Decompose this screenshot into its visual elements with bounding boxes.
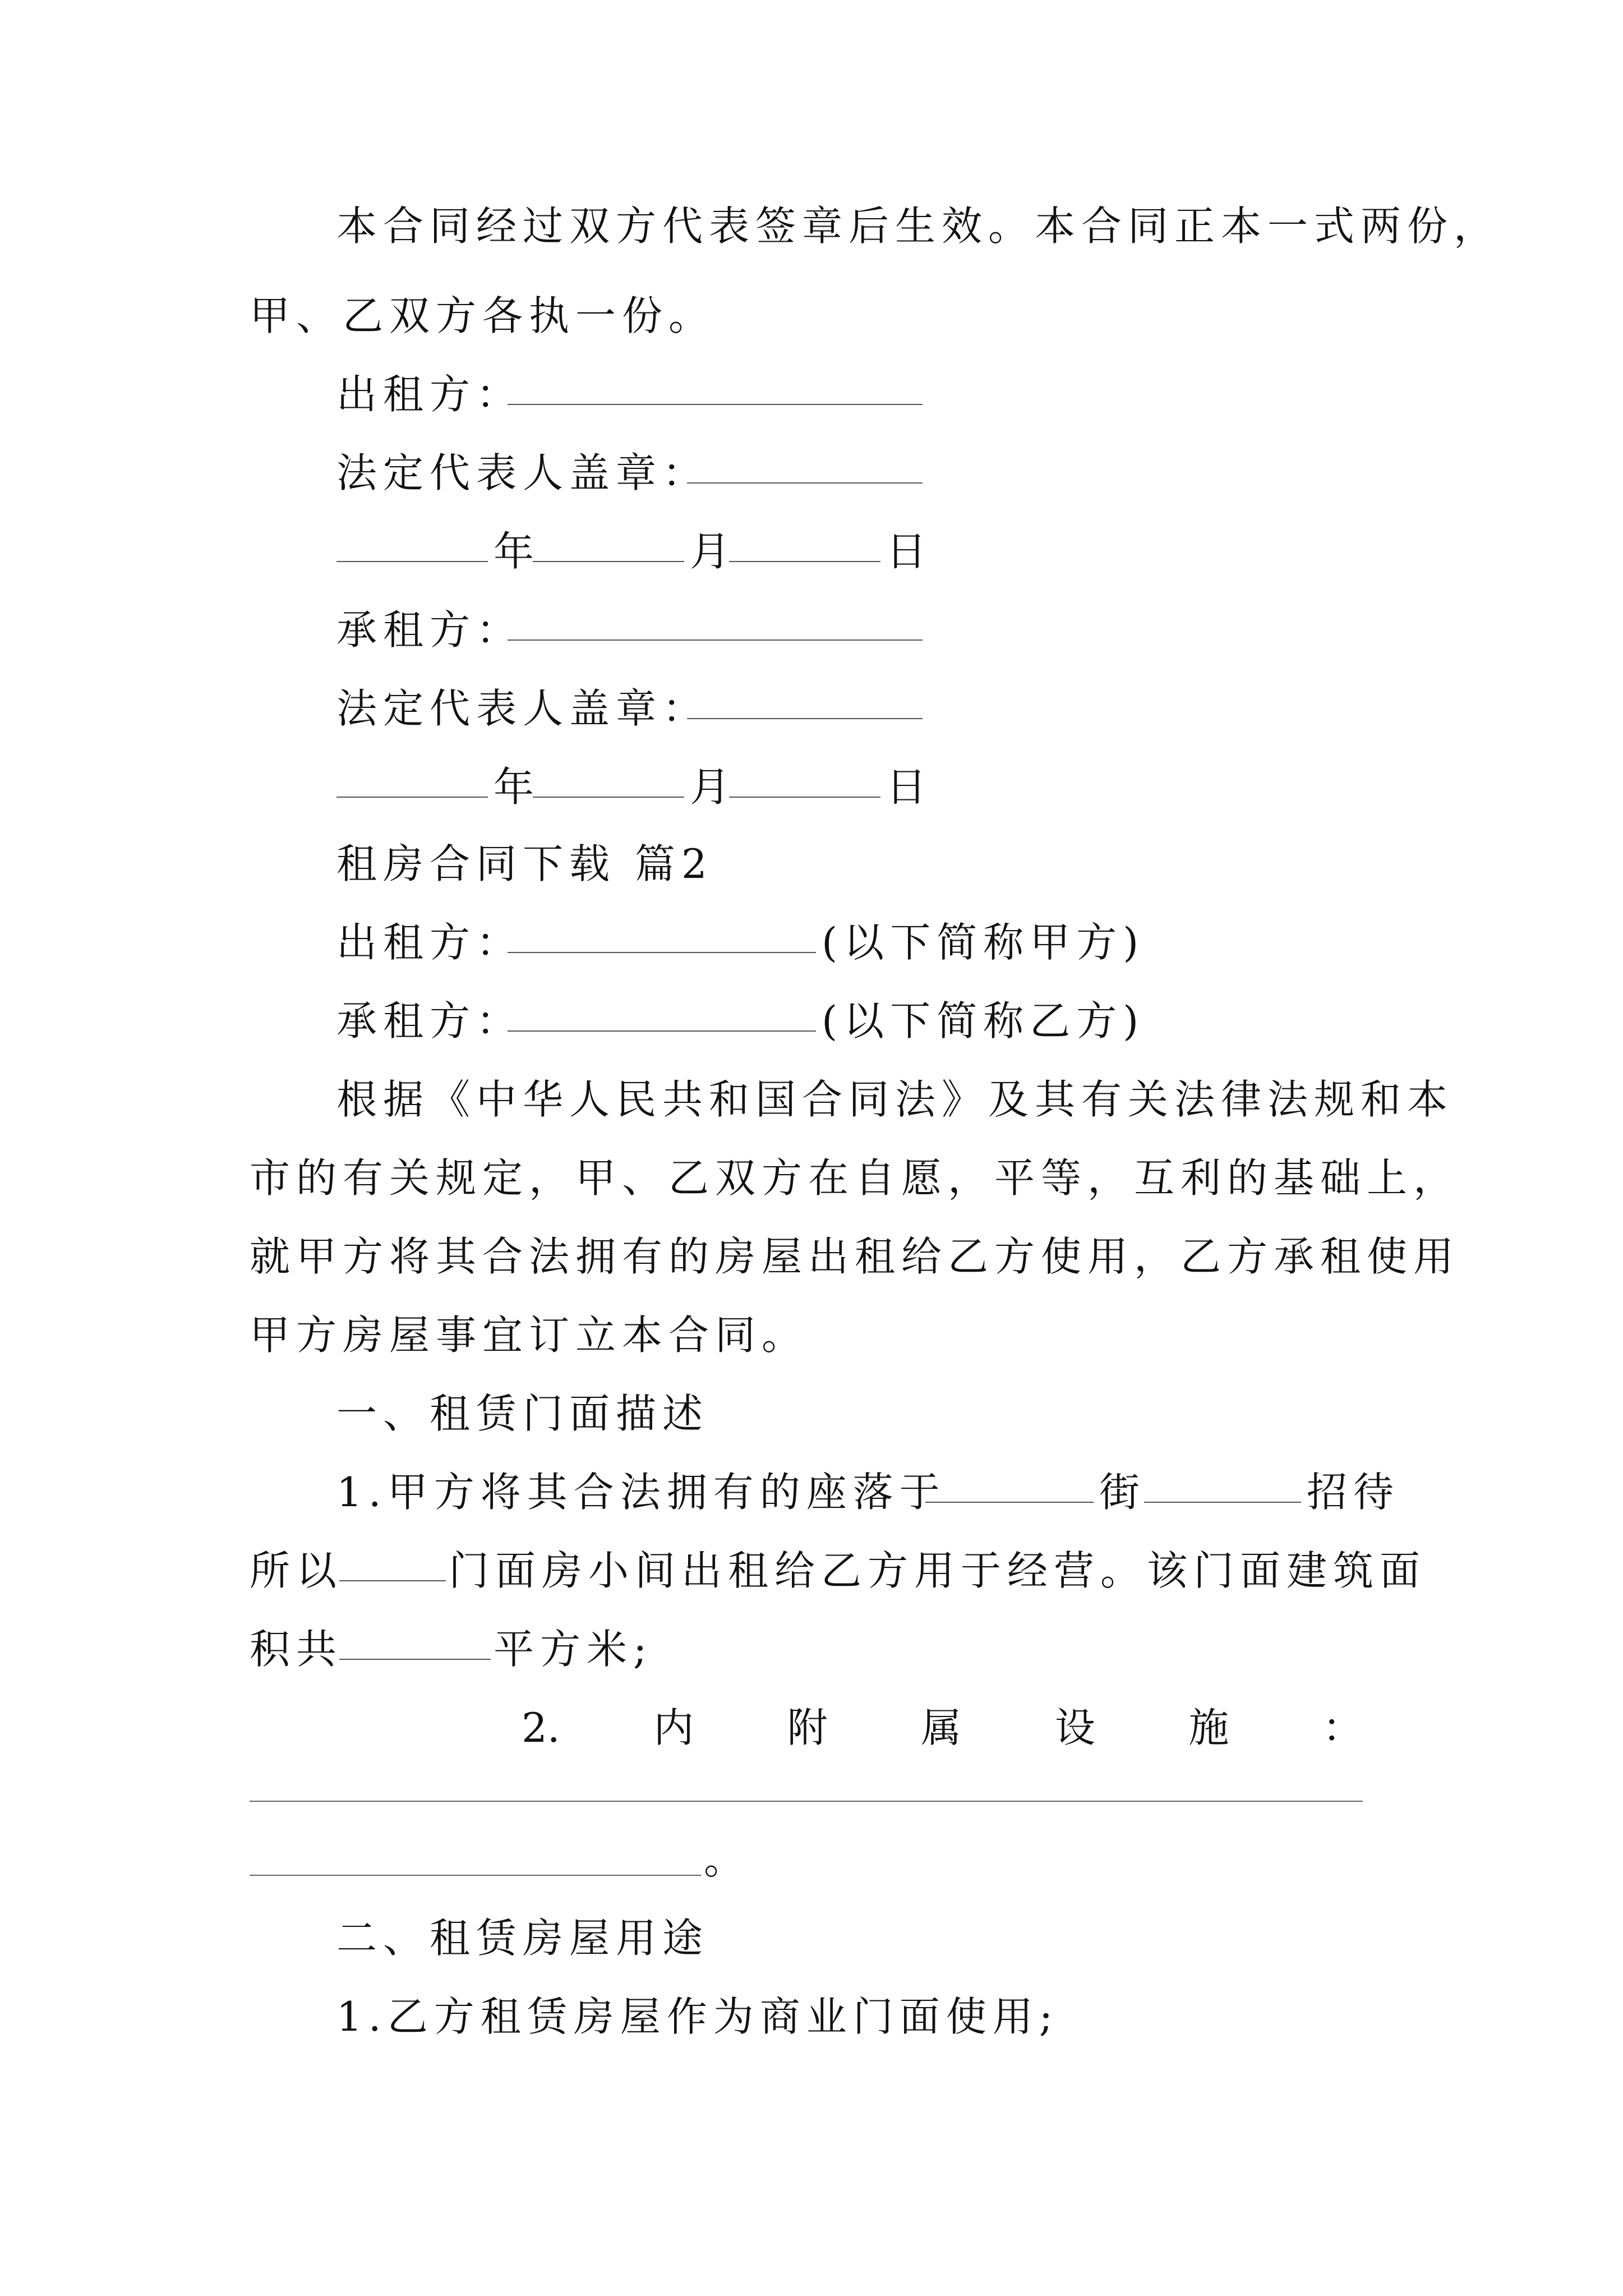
- rep-label: 法定代表人盖章：: [336, 449, 709, 496]
- section-title: [0, 839, 1623, 889]
- text: 1.甲方将其合法拥有的座落于: [336, 1469, 946, 1516]
- usage-item-1: [0, 1991, 1623, 2042]
- para-basis-line-2: [0, 1153, 1623, 1203]
- lessor-label: 出租方：: [336, 371, 523, 418]
- lessee-name-blank[interactable]: [508, 996, 816, 1032]
- lessee-blank[interactable]: [508, 605, 923, 641]
- item2-char: 施: [1188, 1704, 1229, 1751]
- lessor-line: [0, 369, 1623, 420]
- facilities-end: [0, 1834, 1623, 1885]
- location-blank[interactable]: [925, 1467, 1094, 1503]
- item2-colon: ：: [1322, 1704, 1363, 1751]
- heading-one: [0, 1388, 1623, 1439]
- item1-line-1: [0, 1467, 1623, 1517]
- lessee-line: [0, 605, 1623, 655]
- lessor-blank[interactable]: [508, 369, 923, 405]
- para-basis-line-1: [0, 1074, 1623, 1125]
- lessor-name-blank[interactable]: [508, 917, 816, 953]
- lessee-abbr-line: [0, 996, 1623, 1046]
- item2-line: [522, 1703, 1363, 1753]
- lessee-rep-blank[interactable]: [687, 683, 923, 719]
- text: 所以: [250, 1547, 343, 1594]
- text: 就甲方将其合法拥有的房屋出租给乙方使用，乙方承租使用: [250, 1233, 1460, 1280]
- text: 甲、乙双方各执一份。: [250, 292, 716, 339]
- lessee-date-line: [0, 762, 1623, 812]
- rep-label: 法定代表人盖章：: [336, 685, 709, 732]
- year-blank[interactable]: [336, 526, 488, 562]
- para-effect-line-1: [0, 201, 1623, 251]
- month-label: 月: [690, 763, 737, 811]
- text: 本合同经过双方代表签章后生效。本合同正本一式两份，: [336, 203, 1501, 250]
- section-title-text: 租房合同下载 篇2: [336, 840, 713, 887]
- month-blank[interactable]: [533, 762, 684, 798]
- item1-line-2: [0, 1545, 1623, 1596]
- area-blank[interactable]: [339, 1624, 491, 1660]
- month-label: 月: [690, 528, 737, 575]
- year-blank[interactable]: [336, 762, 488, 798]
- day-blank[interactable]: [729, 762, 880, 798]
- unit-blank[interactable]: [339, 1545, 446, 1581]
- heading-one-text: 一、租赁门面描述: [336, 1390, 709, 1437]
- lessee-label: 承租方：: [336, 997, 523, 1045]
- text: 积共: [250, 1626, 343, 1673]
- facilities-blank-line-1[interactable]: [250, 1801, 1363, 1802]
- lessee-label: 承租方：: [336, 606, 523, 654]
- year-label: 年: [494, 528, 541, 575]
- day-blank[interactable]: [729, 526, 880, 562]
- item2-char: 属: [921, 1704, 962, 1751]
- text: 市的有关规定，甲、乙双方在自愿，平等，互利的基础上，: [250, 1154, 1460, 1202]
- heading-two-text: 二、租赁房屋用途: [336, 1915, 709, 1962]
- lessor-date-line: [0, 526, 1623, 577]
- para-basis-line-4: [0, 1310, 1623, 1360]
- text: 甲方房屋事宜订立本合同。: [250, 1312, 809, 1359]
- item1-line-3: [0, 1624, 1623, 1674]
- heading-two: [0, 1913, 1623, 1963]
- text: 1.乙方租赁房屋作为商业门面使用;: [336, 1993, 1059, 2040]
- item2-char: 设: [1054, 1704, 1095, 1751]
- item2-char: 内: [653, 1704, 694, 1751]
- year-label: 年: [494, 763, 541, 811]
- lessee-abbr: (以下简称乙方): [822, 997, 1145, 1045]
- lessor-label: 出租方：: [336, 919, 523, 966]
- street-blank[interactable]: [1144, 1467, 1301, 1503]
- text: 平方米;: [494, 1626, 653, 1673]
- text: 招待: [1307, 1469, 1400, 1516]
- text: 街: [1099, 1469, 1146, 1516]
- day-label: 日: [886, 528, 933, 575]
- lessor-abbr-line: [0, 917, 1623, 968]
- text: 根据《中华人民共和国合同法》及其有关法律法规和本: [336, 1076, 1454, 1123]
- lessor-rep-blank[interactable]: [687, 448, 923, 484]
- lessor-rep-line: [0, 448, 1623, 498]
- text: 门面房小间出租给乙方用于经营。该门面建筑面: [449, 1547, 1427, 1594]
- para-effect-line-2: [0, 291, 1623, 341]
- para-basis-line-3: [0, 1231, 1623, 1282]
- item2-number: 2.: [522, 1704, 560, 1751]
- lessee-rep-line: [0, 683, 1623, 734]
- lessor-abbr: (以下简称甲方): [822, 919, 1145, 966]
- period: 。: [704, 1836, 751, 1883]
- item2-char: 附: [787, 1704, 828, 1751]
- month-blank[interactable]: [533, 526, 684, 562]
- day-label: 日: [886, 763, 933, 811]
